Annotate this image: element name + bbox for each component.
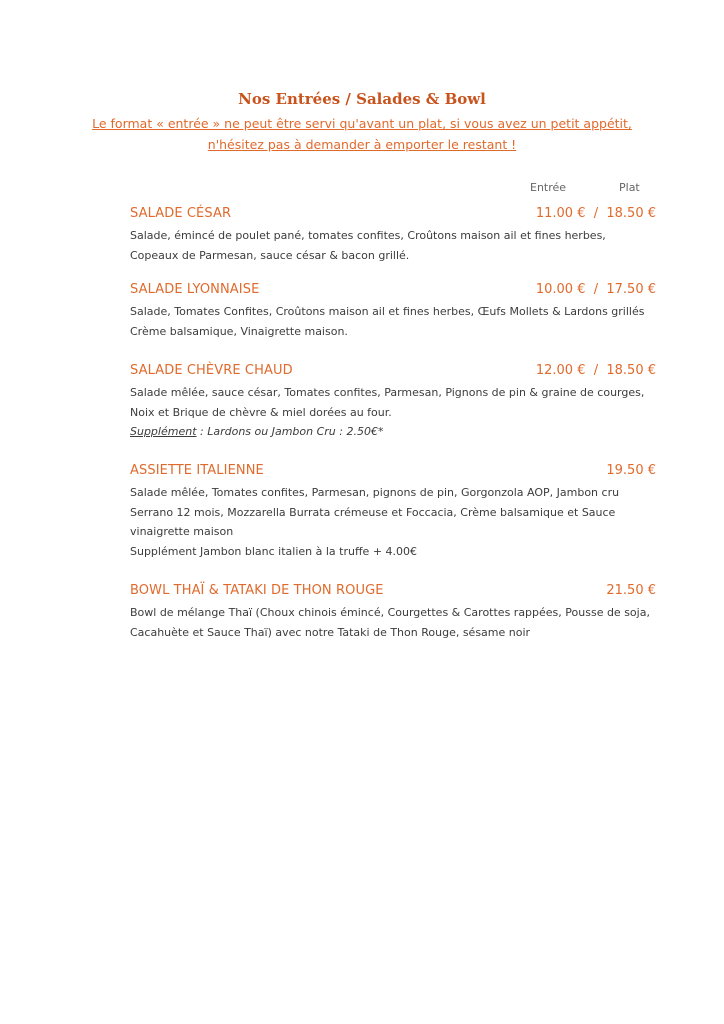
supplement-line bbox=[130, 422, 672, 442]
description-line: vinaigrette maison bbox=[130, 525, 234, 538]
item-name: ASSIETTE ITALIENNE bbox=[130, 463, 264, 478]
item-name: SALADE CHÈVRE CHAUD bbox=[130, 363, 293, 378]
item-price: 12.00 € / 18.50 € bbox=[535, 363, 656, 378]
description-line: Salade mêlée, sauce césar, Tomates confites, Parmesan, Pignons de pin & graine de courges, bbox=[130, 386, 645, 399]
column-header-plat: Plat bbox=[619, 181, 640, 194]
description-line: Crème balsamique, Vinaigrette maison. bbox=[130, 324, 348, 338]
description-line: Copeaux de Parmesan, sauce césar & bacon grillé. bbox=[130, 248, 410, 262]
description-line: Cacahuète et Sauce Thaï) avec notre Tataki de Thon Rouge, sésame noir bbox=[130, 625, 531, 639]
supplement-label: Supplément bbox=[130, 425, 197, 438]
description-line: Serrano 12 mois, Mozzarella Burrata crémeuse et Foccacia, Crème balsamique et Sauce bbox=[130, 505, 616, 519]
item-price: 11.00 € / 18.50 € bbox=[535, 206, 656, 221]
format-note-line-1: Le format « entrée » ne peut être servi qu'avant un plat, si vous avez un petit appétit, bbox=[92, 116, 632, 131]
item-price: 21.50 € bbox=[606, 583, 656, 598]
item-description bbox=[130, 302, 672, 341]
supplement-text: : Lardons ou Jambon Cru : 2.50€* bbox=[196, 425, 384, 438]
description-line: Noix et Brique de chèvre & miel dorées au four. bbox=[130, 405, 392, 419]
format-note-line-2: n'hésitez pas à demander à emporter le restant ! bbox=[207, 137, 517, 152]
description-line: Salade, émincé de poulet pané, tomates confites, Croûtons maison ail et fines herbes, bbox=[130, 229, 606, 242]
description-line: Salade, Tomates Confites, Croûtons maison ail et fines herbes, Œufs Mollets & Lardons grillés bbox=[130, 305, 645, 318]
item-name: BOWL THAÏ & TATAKI DE THON ROUGE bbox=[130, 583, 384, 598]
supplement-line: Supplément Jambon blanc italien à la truffe + 4.00€ bbox=[130, 544, 418, 558]
page-title: Nos Entrées / Salades & Bowl bbox=[238, 90, 486, 108]
item-description bbox=[130, 226, 672, 265]
description-line: Bowl de mélange Thaï (Choux chinois émincé, Courgettes & Carottes rappées, Pousse de soja, bbox=[130, 606, 650, 619]
item-price: 10.00 € / 17.50 € bbox=[535, 282, 656, 297]
item-price: 19.50 € bbox=[606, 463, 656, 478]
item-description bbox=[130, 603, 672, 642]
item-description bbox=[130, 383, 672, 442]
item-description bbox=[130, 483, 672, 561]
description-line: Salade mêlée, Tomates confites, Parmesan, pignons de pin, Gorgonzola AOP, Jambon cru bbox=[130, 486, 620, 499]
column-header-entree: Entrée bbox=[530, 181, 567, 194]
item-name: SALADE LYONNAISE bbox=[130, 282, 260, 297]
item-name: SALADE CÉSAR bbox=[130, 206, 232, 221]
